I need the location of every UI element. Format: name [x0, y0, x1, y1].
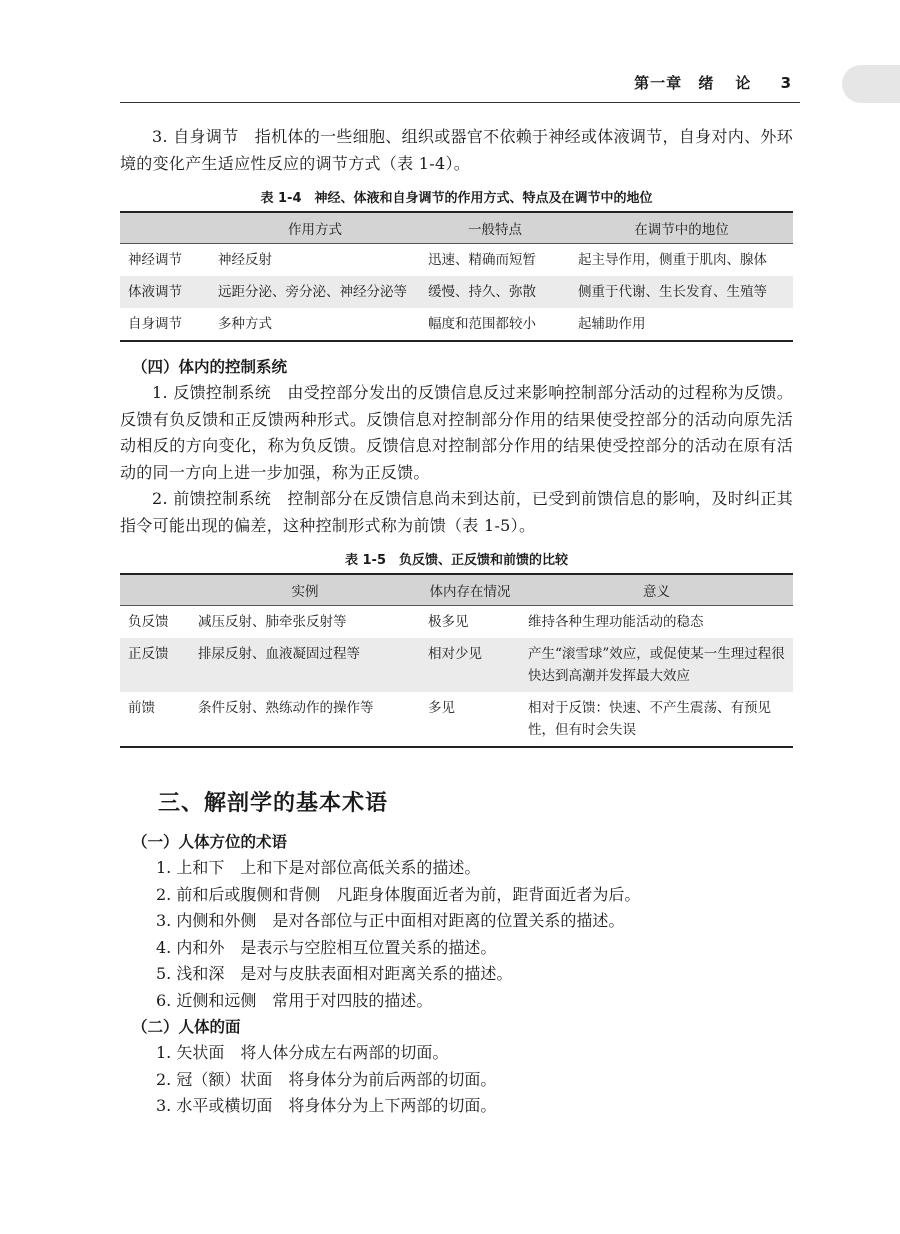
table-header-cell — [120, 574, 190, 606]
table-cell: 神经调节 — [128, 252, 182, 268]
table-cell: 负反馈 — [128, 614, 169, 630]
paragraph-feedback: 1. 反馈控制系统 由受控部分发出的反馈信息反过来影响控制部分活动的过程称为反馈。反馈有负反馈和正反馈两种形式。反馈信息对控制部分作用的结果使受控部分的活动向原先活动相反的方向变化，称为负反馈。反馈信息对控制部分作用的结果使受控部分的活动在原有活动的同一方向上进一步加强，称为正反馈。 — [120, 383, 793, 482]
table-cell: 相对少见 — [420, 638, 520, 692]
table-header-cell: 一般特点 — [420, 212, 570, 244]
list-item: 3. 水平或横切面 将身体分为上下两部的切面。 — [156, 1096, 497, 1115]
table-cell: 缓慢、持久、弥散 — [420, 276, 570, 308]
table-caption: 表 1-5 负反馈、正反馈和前馈的比较 — [344, 553, 568, 568]
table-row — [120, 692, 793, 747]
table-header-cell — [120, 212, 210, 244]
list-item: 3. 内侧和外侧 是对各部位与正中面相对距离的位置关系的描述。 — [156, 911, 625, 930]
table-cell: 前馈 — [120, 692, 190, 747]
table-cell: 多种方式 — [210, 308, 420, 341]
table-cell: 神经反射 — [218, 252, 272, 268]
table-cell: 维持各种生理功能活动的稳态 — [528, 614, 704, 630]
table-header-row — [120, 574, 793, 606]
table-row — [120, 308, 793, 341]
table-cell: 体液调节 — [120, 276, 210, 308]
table-cell: 迅速、精确而短暂 — [428, 252, 536, 268]
table-cell: 产生“滚雪球”效应，或促使某一生理过程很快达到高潮并发挥最大效应 — [520, 638, 793, 692]
table-cell: 正反馈 — [120, 638, 190, 692]
table-cell: 极多见 — [428, 614, 469, 630]
subsection-title: （二）人体的面 — [132, 1018, 241, 1036]
feedback-table — [120, 573, 793, 748]
table-cell: 自身调节 — [120, 308, 210, 341]
subsection-title: （四）体内的控制系统 — [132, 358, 288, 376]
table-cell: 起主导作用，侧重于肌肉、腺体 — [578, 252, 767, 268]
list-item: 1. 上和下 上和下是对部位高低关系的描述。 — [156, 858, 481, 877]
table-cell: 幅度和范围都较小 — [420, 308, 570, 341]
list-item: 5. 浅和深 是对与皮肤表面相对距离关系的描述。 — [156, 964, 513, 983]
table-header-cell: 在调节中的地位 — [570, 212, 793, 244]
table-cell: 相对于反馈：快速、不产生震荡、有预见性，但有时会失误 — [520, 692, 793, 747]
header-chapter: 第一章 — [634, 74, 683, 92]
table-header-cell: 意义 — [520, 574, 793, 606]
table-header-cell: 作用方式 — [210, 212, 420, 244]
table-cell: 减压反射、肺牵张反射等 — [198, 614, 347, 630]
section-title: 三、解剖学的基本术语 — [158, 790, 389, 816]
table-cell: 条件反射、熟练动作的操作等 — [190, 692, 420, 747]
table-row — [120, 606, 793, 639]
table-header-row — [120, 212, 793, 244]
paragraph-feedforward: 2. 前馈控制系统 控制部分在反馈信息尚未到达前，已受到前馈信息的影响，及时纠正其指令可能出现的偏差，这种控制形式称为前馈（表 1-5）。 — [120, 489, 793, 535]
table-cell: 多见 — [420, 692, 520, 747]
page-number: 3 — [780, 74, 792, 92]
list-item: 1. 矢状面 将人体分成左右两部的切面。 — [156, 1043, 449, 1062]
header-rule — [120, 102, 800, 103]
header-title: 绪论 — [698, 74, 773, 92]
table-row — [120, 638, 793, 692]
thumb-tab — [842, 65, 900, 103]
list-item: 2. 前和后或腹侧和背侧 凡距身体腹面近者为前，距背面近者为后。 — [156, 884, 641, 904]
table-row — [120, 276, 793, 308]
table-caption: 表 1-4 神经、体液和自身调节的作用方式、特点及在调节中的地位 — [260, 191, 653, 206]
list-item: 4. 内和外 是表示与空腔相互位置关系的描述。 — [156, 937, 497, 957]
table-cell: 排尿反射、血液凝固过程等 — [190, 638, 420, 692]
list-item: 6. 近侧和远侧 常用于对四肢的描述。 — [156, 990, 433, 1010]
table-row — [120, 244, 793, 277]
running-header — [634, 72, 792, 93]
table-cell: 侧重于代谢、生长发育、生殖等 — [570, 276, 793, 308]
table-header-cell: 体内存在情况 — [420, 574, 520, 606]
subsection-title: （一）人体方位的术语 — [132, 833, 288, 851]
table-cell: 远距分泌、旁分泌、神经分泌等 — [210, 276, 420, 308]
paragraph-self-regulation: 3. 自身调节 指机体的一些细胞、组织或器官不依赖于神经或体液调节，自身对内、外环境的变化产生适应性反应的调节方式（表 1-4）。 — [120, 127, 793, 173]
list-item: 2. 冠（额）状面 将身体分为前后两部的切面。 — [156, 1069, 497, 1089]
regulation-table — [120, 211, 793, 342]
table-cell: 起辅助作用 — [570, 308, 793, 341]
table-header-cell: 实例 — [190, 574, 420, 606]
page-body — [120, 118, 793, 1120]
